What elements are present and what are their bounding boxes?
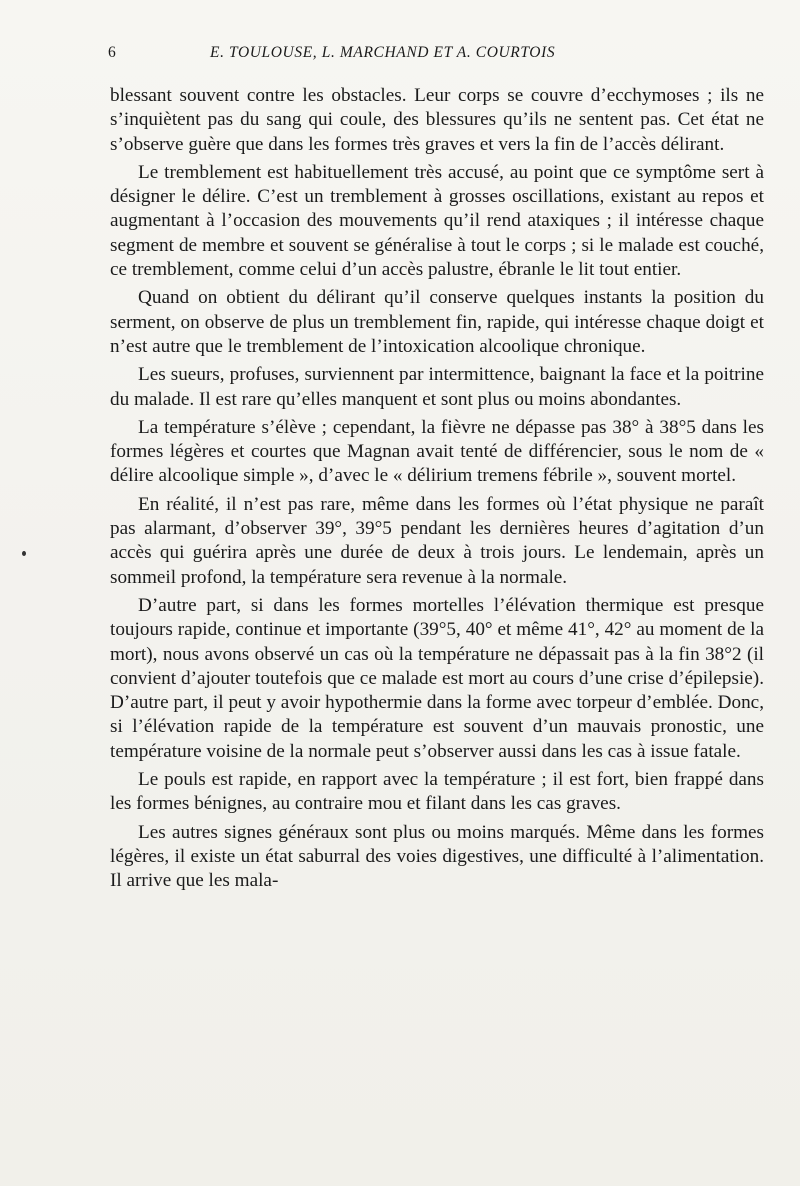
body-text bbox=[110, 84, 764, 898]
running-head bbox=[108, 44, 768, 66]
running-title: E. TOULOUSE, L. MARCHAND ET A. COURTOIS bbox=[210, 44, 556, 61]
paragraph-sueurs: Les sueurs, profuses, surviennent par intermittence, baignant la face et la poitrine du malade. Il est rare qu’elles manquent et sont plus ou moins abondantes. bbox=[110, 364, 764, 410]
paragraph-realite: En réalité, il n’est pas rare, même dans les formes où l’état physique ne paraît pas alarmant, d’observer 39°, 39°5 pendant les dernières heures d’agitation d’un accès qui guérira après une durée de deux à trois jours. Le lendemain, après un sommeil profond, la température sera revenue à la normale. bbox=[110, 493, 764, 588]
paragraph-tremblement: Le tremblement est habituellement très accusé, au point que ce symptôme sert à désigner le délire. C’est un tremblement à grosses oscillations, existant au repos et augmentant à l’occasion des mouvements qu’il rend ataxiques ; il intéresse chaque segment de membre et souvent se généralise à tout le corps ; si le malade est couché, ce tremblement, comme celui d’un accès palustre, ébranle le lit tout entier. bbox=[110, 161, 764, 281]
paragraph-continuation: blessant souvent contre les obstacles. Leur corps se couvre d’ecchymoses ; ils ne s’inquiètent pas du sang qui coule, des blessures qu’ils ne sentent pas. Cet état ne s’observe guère que dans les formes très graves et vers la fin de l’accès délirant. bbox=[110, 85, 764, 155]
paragraph-pouls: Le pouls est rapide, en rapport avec la température ; il est fort, bien frappé dans les formes bénignes, au contraire mou et filant dans les cas graves. bbox=[110, 769, 764, 815]
page-number: 6 bbox=[108, 44, 117, 61]
paragraph-signes-generaux: Les autres signes généraux sont plus ou moins marqués. Même dans les formes légères, il existe un état saburral des voies digestives, une difficulté à l’alimentation. Il arrive que les mala- bbox=[110, 821, 764, 892]
paragraph-serment: Quand on obtient du délirant qu’il conserve quelques instants la position du serment, on observe de plus un tremblement fin, rapide, qui intéresse chaque doigt et n’est autre que le tremblement de l’intoxication alcoolique chronique. bbox=[110, 287, 764, 357]
paragraph-temperature: La température s’élève ; cependant, la fièvre ne dépasse pas 38° à 38°5 dans les formes légères et courtes que Magnan avait tenté de différencier, sous le nom de « délire alcoolique simple », d’avec le « délirium tremens fébrile », souvent mortel. bbox=[110, 416, 764, 487]
paragraph-formes-mortelles: D’autre part, si dans les formes mortelles l’élévation thermique est presque toujours rapide, continue et importante (39°5, 40° et même 41°, 42° au moment de la mort), nous avons observé un cas où la température ne dépassait pas à la fin 38°2 (il convient d’ajouter toutefois que ce malade est mort au cours d’une crise d’épilepsie). D’autre part, il peut y avoir hypothermie dans la forme avec torpeur d’emblée. Donc, si l’élévation rapide de la température est souvent d’un mauvais pronostic, une température voisine de la normale peut s’observer aussi dans les cas à issue fatale. bbox=[110, 594, 764, 762]
margin-speck bbox=[22, 551, 26, 556]
